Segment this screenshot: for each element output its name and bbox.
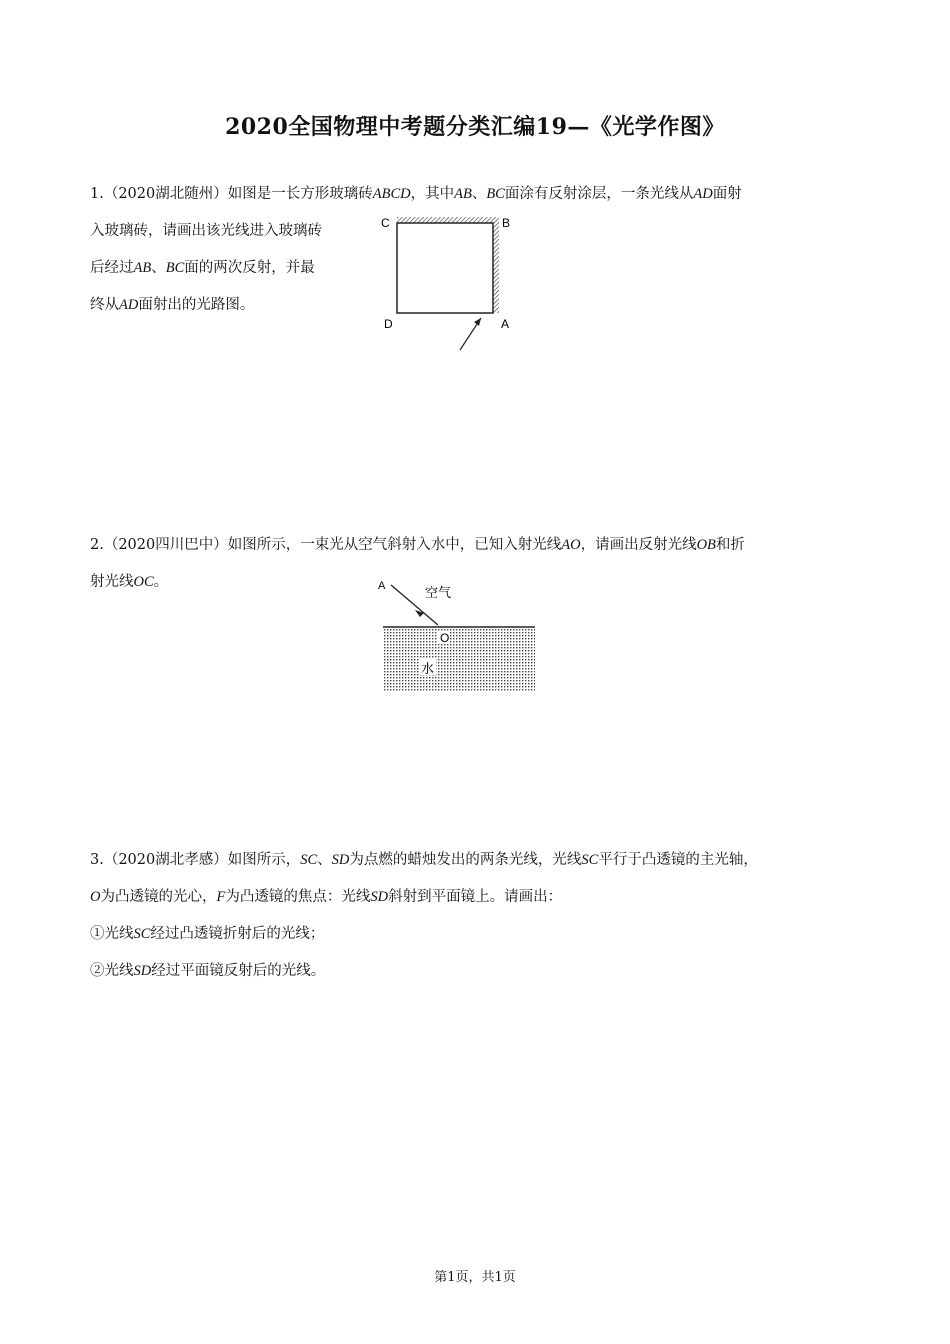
glass-brick-figure — [375, 210, 525, 355]
q3-var: F — [216, 889, 226, 905]
q2-line-1 — [90, 527, 870, 564]
q1-text: 面的两次反射，并最 — [184, 260, 315, 276]
q2-text: ，请画出反射光线 — [580, 537, 697, 553]
q1-var: BC — [165, 260, 185, 276]
q3-text: 为凸透镜的焦点：光线 — [225, 889, 371, 905]
q3-text: ②光线 — [90, 963, 134, 979]
incident-arrowhead — [415, 610, 424, 617]
q3-text: 斜射到平面镜上。请画出： — [388, 889, 563, 905]
question-3 — [90, 842, 880, 990]
hatch-top — [397, 217, 493, 223]
q1-text: 面涂有反射涂层，一条光线从 — [504, 186, 694, 202]
q1-var: AB — [454, 186, 472, 202]
q3-text: 经过平面镜反射后的光线。 — [151, 963, 326, 979]
question-1-body — [90, 213, 360, 324]
label-b: B — [502, 216, 511, 230]
q1-text: 、 — [151, 260, 166, 276]
label-a: A — [378, 580, 386, 592]
q1-var: AD — [119, 297, 139, 313]
q1-text: 后经过 — [90, 260, 134, 276]
q1-text: 面射 — [712, 186, 742, 202]
q3-var: SD — [370, 889, 389, 905]
label-a: A — [501, 317, 510, 331]
question-1-line-1 — [90, 176, 870, 213]
q3-var: O — [90, 889, 101, 905]
q2-text: 2.（2020四川巴中）如图所示，一束光从空气斜射入水中，已知入射光线 — [90, 537, 562, 553]
q2-var: OC — [133, 574, 154, 590]
q1-text: 、 — [471, 186, 487, 202]
label-water: 水 — [421, 662, 435, 677]
q1-text: 1.（2020湖北随州）如图是一长方形玻璃砖 — [90, 186, 373, 202]
q1-var: AD — [693, 186, 713, 202]
q3-var: SD — [331, 852, 350, 868]
q3-text: ①光线 — [90, 926, 134, 942]
q3-var: SC — [300, 852, 318, 868]
q3-text: 为凸透镜的光心， — [100, 889, 217, 905]
q3-text: 经过凸透镜折射后的光线； — [150, 926, 325, 942]
q1-line-4 — [90, 287, 360, 324]
q3-text: 平行于凸透镜的主光轴， — [598, 852, 758, 868]
q2-var: OB — [696, 537, 716, 553]
q3-var: SD — [133, 963, 152, 979]
q3-line-3 — [90, 916, 880, 953]
q1-var: BC — [486, 186, 505, 202]
q1-text: 面射出的光路图。 — [138, 297, 255, 313]
air-water-figure — [375, 575, 540, 695]
label-d: D — [384, 317, 393, 331]
q3-text: 为点燃的蜡烛发出的两条光线，光线 — [349, 852, 582, 868]
page-title: 2020全国物理中考题分类汇编19—《光学作图》 — [225, 114, 725, 140]
q2-text: 和折 — [715, 537, 745, 553]
q2-text: 射光线 — [90, 574, 134, 590]
q1-text: 终从 — [90, 297, 119, 313]
q3-text: 、 — [317, 852, 332, 868]
q3-line-4 — [90, 953, 880, 990]
incident-arrowhead — [474, 318, 481, 326]
label-o: O — [440, 631, 450, 645]
q3-var: SC — [581, 852, 599, 868]
q3-line-2 — [90, 879, 880, 916]
label-c: C — [381, 216, 390, 230]
q1-var: ABCD — [372, 186, 411, 202]
q2-text: 。 — [153, 574, 169, 590]
q1-var: AB — [133, 260, 152, 276]
q1-line-2: 入玻璃砖，请画出该光线进入玻璃砖 — [90, 223, 322, 239]
q2-var: AO — [561, 537, 581, 553]
label-air: 空气 — [425, 586, 452, 601]
q1-text: ，其中 — [410, 186, 455, 202]
q1-line-3 — [90, 250, 360, 287]
q3-text: 3.（2020湖北孝感）如图所示， — [90, 852, 301, 868]
q3-var: SC — [133, 926, 151, 942]
hatch-right — [493, 217, 499, 313]
water-region — [383, 627, 535, 691]
page-footer: 第1页，共1页 — [434, 1270, 516, 1285]
q3-line-1 — [90, 842, 880, 879]
glass-brick-rect — [397, 223, 493, 313]
